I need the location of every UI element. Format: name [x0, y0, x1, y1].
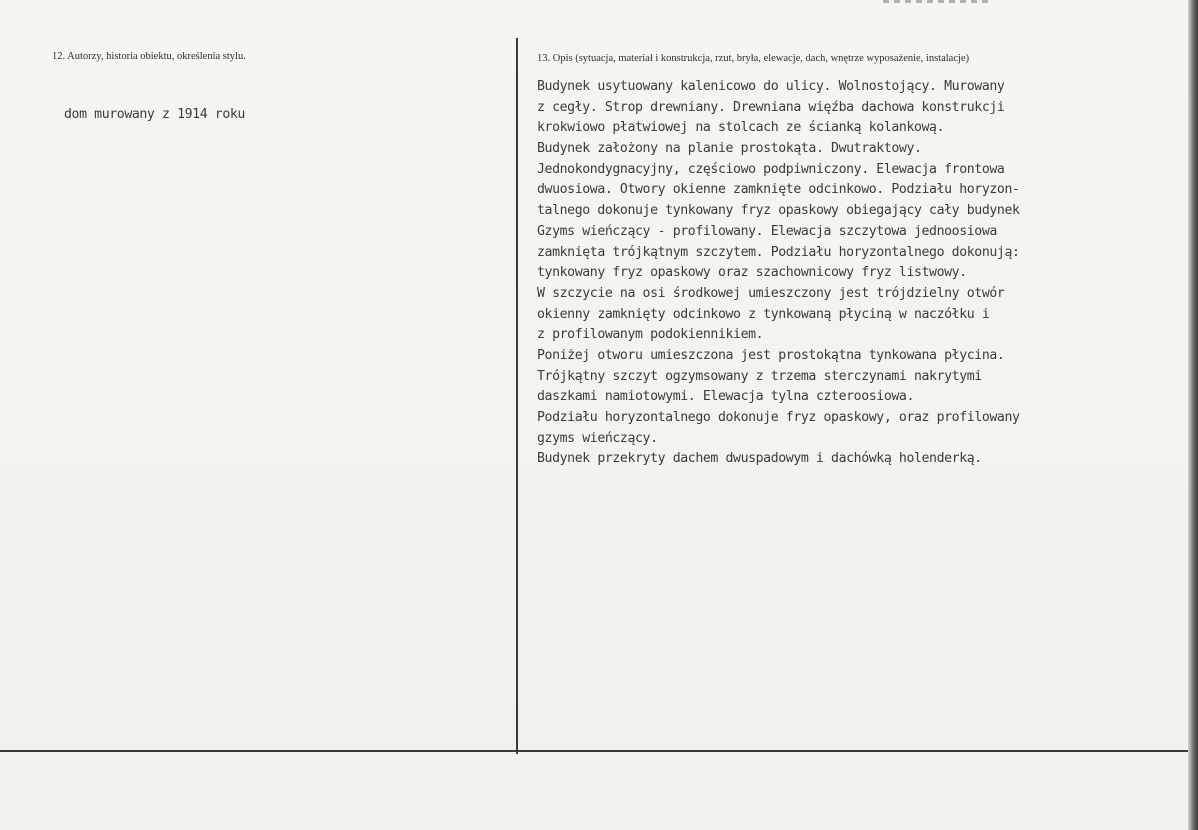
section-13-description [537, 77, 1187, 470]
description-line: Poniżej otworu umieszczona jest prostokątna tynkowana płycina. [537, 347, 1005, 363]
description-line: Gzyms wieńczący - profilowany. Elewacja szczytowa jednoosiowa [537, 223, 997, 239]
description-line: tynkowany fryz opaskowy oraz szachownicowy fryz listwowy. [537, 265, 967, 281]
description-line: Jednokondygnacyjny, częściowo podpiwniczony. Elewacja frontowa [537, 161, 1005, 177]
column-divider [516, 38, 518, 754]
section-13-heading: 13. Opis (sytuacja, materiał i konstrukcja, rzut, bryła, elewacje, dach, wnętrze wyposażenie, instalacje) [537, 53, 970, 64]
description-line: Budynek usytuowany kalenicowo do ulicy. Wolnostojący. Murowany [537, 79, 1005, 94]
description-line: gzyms wieńczący. [537, 430, 658, 446]
description-line: Budynek założony na planie prostokąta. Dwutraktowy. [537, 141, 922, 157]
page-edge-shadow [1188, 0, 1198, 830]
description-line: Podziału horyzontalnego dokonuje fryz opaskowy, oraz profilowany [537, 410, 1020, 425]
section-12-text: dom murowany z 1914 roku [64, 107, 245, 122]
description-line: okienny zamknięty odcinkowo z tynkowaną płyciną w naczółku i [537, 306, 990, 322]
scan-edge-mark [883, 0, 993, 3]
description-line: W szczycie na osi środkowej umieszczony jest trójdzielny otwór [537, 285, 1005, 301]
description-line: Budynek przekryty dachem dwuspadowym i dachówką holenderką. [537, 451, 982, 467]
description-line: daszkami namiotowymi. Elewacja tylna czteroosiowa. [537, 389, 914, 405]
description-line: talnego dokonuje tynkowany fryz opaskowy obiegający cały budynek [537, 203, 1020, 219]
description-line: z cegły. Strop drewniany. Drewniana więźba dachowa konstrukcji [537, 99, 1005, 115]
description-line: z profilowanym podokiennikiem. [537, 327, 764, 343]
description-line: krokwiowo płatwiowej na stolcach ze ścianką kolankową. [537, 120, 945, 136]
description-line: zamknięta trójkątnym szczytem. Podziału horyzontalnego dokonują: [537, 244, 1020, 260]
bottom-rule [0, 750, 1190, 752]
description-line: Trójkątny szczyt ogzymsowany z trzema sterczynami nakrytymi [537, 368, 982, 384]
section-12-heading: 12. Autorzy, historia obiektu, określenia stylu. [52, 51, 246, 62]
description-line: dwuosiowa. Otwory okienne zamknięte odcinkowo. Podziału horyzon- [537, 182, 1020, 198]
